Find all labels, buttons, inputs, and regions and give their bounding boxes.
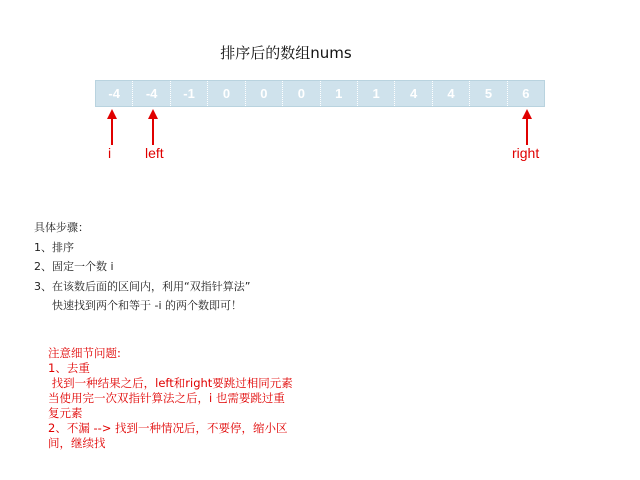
pointer-right-arrow [522, 109, 532, 145]
note-line: 复元素 [48, 406, 83, 420]
steps-heading: 具体步骤： [34, 221, 89, 234]
step-item: 3、在该数后面的区间内，利用“双指针算法” [34, 279, 251, 293]
pointer-left-label: left [145, 145, 164, 161]
note-line: 1、去重 [48, 361, 90, 375]
array-cell: 6 [522, 86, 530, 101]
steps-section [34, 218, 250, 316]
pointer-i-arrow [107, 109, 117, 145]
array-cell: -1 [171, 81, 208, 106]
pointer-left-arrow [148, 109, 158, 145]
notes-heading: 注意细节问题: [48, 346, 121, 360]
note-line: 2、不漏 --> 找到一种情况后，不要停，缩小区 [48, 421, 288, 435]
array-cell: -4 [96, 81, 133, 106]
array-cell: 0 [208, 81, 245, 106]
pointer-right-label: right [512, 145, 540, 161]
pointer-i-label: i [108, 145, 112, 161]
array-cell: 4 [395, 81, 432, 106]
array-cell: 1 [321, 81, 358, 106]
notes-section [48, 346, 318, 451]
step-item: 快速找到两个和等于 -i 的两个数即可！ [52, 299, 243, 312]
note-line: 找到一种结果之后，left和right要跳过相同元素 [48, 376, 293, 390]
array-cell: 4 [433, 81, 470, 106]
step-item: 2、固定一个数 i [34, 260, 114, 273]
array-cell: 0 [246, 81, 283, 106]
array-title: 排序后的数组nums [220, 44, 352, 62]
array-cell: -4 [133, 81, 170, 106]
array-cell: 1 [358, 81, 395, 106]
array-cell: 5 [470, 81, 507, 106]
note-line: 间，继续找 [48, 436, 106, 450]
array-cell: 0 [283, 81, 320, 106]
step-item: 1、排序 [34, 240, 74, 254]
note-line: 当使用完一次双指针算法之后，i 也需要跳过重 [48, 391, 285, 405]
